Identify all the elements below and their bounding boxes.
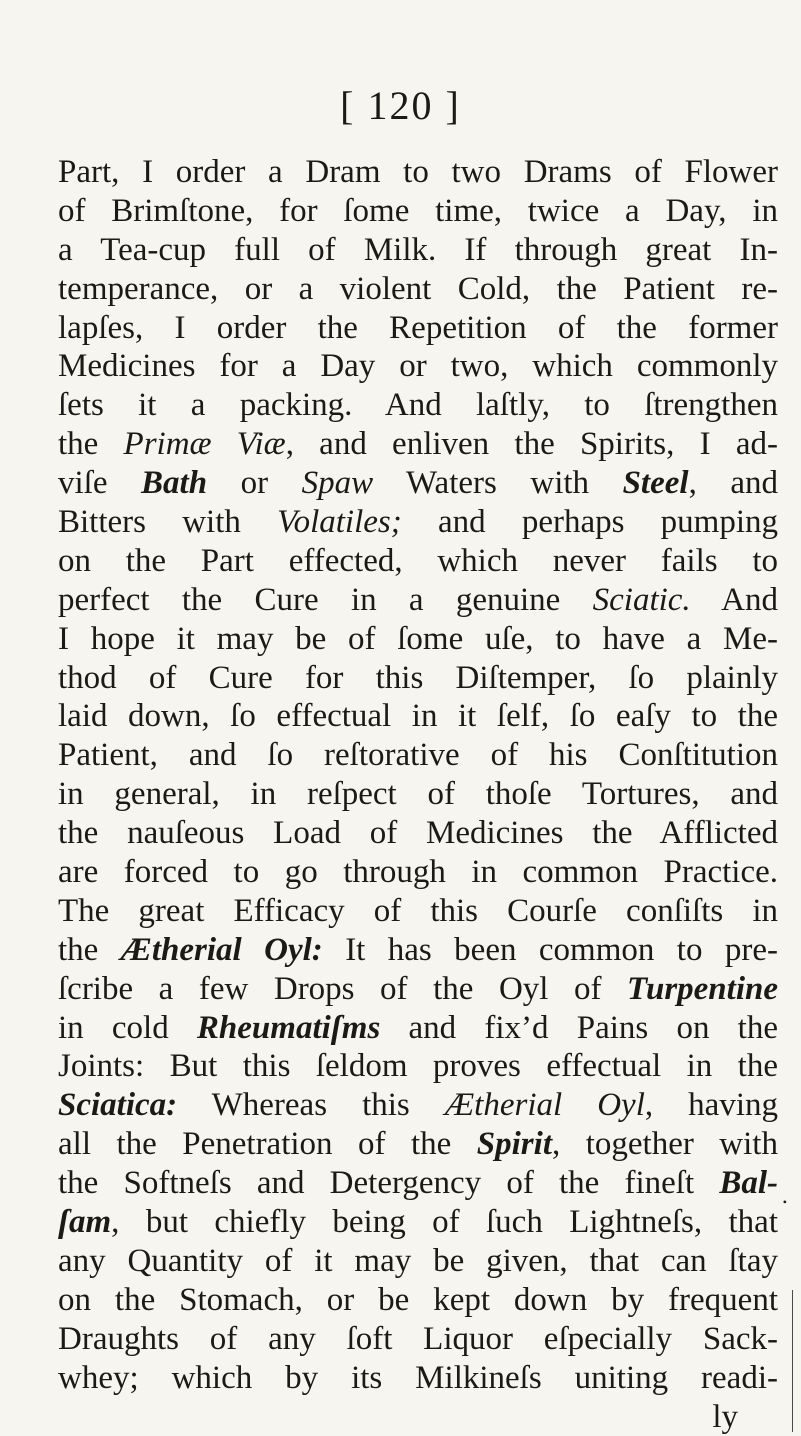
italic-term: Bal- [719,1165,778,1201]
text-line [58,814,778,853]
text-run: on the Stomach, or be kept down by frequent [58,1282,778,1318]
italic-term: Ætherial Oyl [445,1087,645,1123]
text-line [58,1164,778,1203]
text-run: , having [645,1087,778,1123]
page-number: [ 120 ] [0,86,801,126]
text-run: Part, I order a Dram to two Drams of Flower [58,154,778,190]
margin-mark: • [783,1195,787,1210]
text-line [58,697,778,736]
text-run: all the Penetration of the [58,1126,477,1162]
body-text [58,153,778,1436]
text-run: of Brimſtone, for ſome time, twice a Day, in [58,193,778,229]
text-line [58,425,778,464]
text-line [58,1009,778,1048]
text-run: the [58,932,121,968]
text-run: any Quantity of it may be given, that can ſtay [58,1243,778,1279]
text-line [58,1242,778,1281]
text-run: Whereas this [177,1087,445,1123]
italic-term: Spirit [477,1126,552,1162]
text-run: The great Efficacy of this Courſe conſiſts in [58,893,778,929]
italic-term: Rheumatiſms [197,1010,380,1046]
text-run: ſets it a packing. And laſtly, to ſtrengthen [58,387,778,423]
text-run: perfect the Cure in a genuine [58,582,593,618]
text-run: , and [689,465,778,501]
italic-term: Sciatic. [593,582,691,618]
text-run: in cold [58,1010,197,1046]
text-line [58,347,778,386]
text-line [58,153,778,192]
text-line [58,309,778,348]
text-line [58,386,778,425]
text-line [58,775,778,814]
text-line [58,1281,778,1320]
text-run: and fix’d Pains on the [380,1010,778,1046]
text-line [58,1398,778,1436]
text-run: I hope it may be of ſome uſe, to have a Me- [58,621,778,657]
text-run: And [691,582,778,618]
text-run: the Softneſs and Detergency of the fineſt [58,1165,719,1201]
text-line [58,659,778,698]
text-line [58,192,778,231]
text-run: whey; which by its Milkineſs uniting readi- [58,1360,778,1396]
text-run: the [58,426,124,462]
text-line [58,1203,778,1242]
text-run: are forced to go through in common Practice. [58,854,778,890]
italic-term: Spaw [302,465,374,501]
text-run: It has been common to pre- [323,932,778,968]
text-run: in general, in reſpect of thoſe Tortures, and [58,776,778,812]
italic-term: Sciatica: [58,1087,177,1123]
text-line [58,503,778,542]
text-run: Draughts of any ſoft Liquor eſpecially Sack- [58,1321,778,1357]
italic-term: Steel [623,465,689,501]
text-run: lapſes, I order the Repetition of the former [58,310,778,346]
text-line [58,581,778,620]
text-run: a Tea-cup full of Milk. If through great In- [58,232,778,268]
italic-term: ſam [58,1204,111,1240]
text-run: , together with [552,1126,778,1162]
text-run: ſcribe a few Drops of the Oyl of [58,971,627,1007]
text-line [58,853,778,892]
text-run: Joints: But this ſeldom proves effectual in the [58,1048,778,1084]
italic-term: Ætherial Oyl: [121,932,323,968]
text-line [58,1047,778,1086]
text-line [58,931,778,970]
text-line [58,1125,778,1164]
text-run: , and enliven the Spirits, I ad- [286,426,778,462]
text-run: temperance, or a violent Cold, the Patient re- [58,271,778,307]
text-run: ly [712,1399,738,1435]
text-line [58,892,778,931]
text-line [58,1086,778,1125]
text-line [58,464,778,503]
text-run: on the Part effected, which never fails to [58,543,778,579]
text-run: Waters with [373,465,622,501]
text-line [58,1359,778,1398]
text-run: thod of Cure for this Diſtemper, ſo plainly [58,660,778,696]
text-line [58,1320,778,1359]
text-line [58,970,778,1009]
italic-term: Volatiles; [277,504,402,540]
text-line [58,620,778,659]
text-run: or [207,465,302,501]
text-line [58,736,778,775]
text-line [58,231,778,270]
text-line [58,542,778,581]
text-run: the nauſeous Load of Medicines the Afflicted [58,815,778,851]
text-run: Patient, and ſo reſtorative of his Conſtitution [58,737,778,773]
italic-term: Turpentine [627,971,778,1007]
text-run: Bitters with [58,504,277,540]
page-edge-line [792,1290,793,1432]
italic-term: Primæ Viæ [124,426,286,462]
italic-term: Bath [141,465,207,501]
text-run: Medicines for a Day or two, which commonly [58,348,778,384]
text-line [58,270,778,309]
text-run: , but chiefly being of ſuch Lightneſs, that [111,1204,778,1240]
text-run: viſe [58,465,141,501]
text-run: laid down, ſo effectual in it ſelf, ſo eaſy to the [58,698,778,734]
text-run: and perhaps pumping [402,504,778,540]
